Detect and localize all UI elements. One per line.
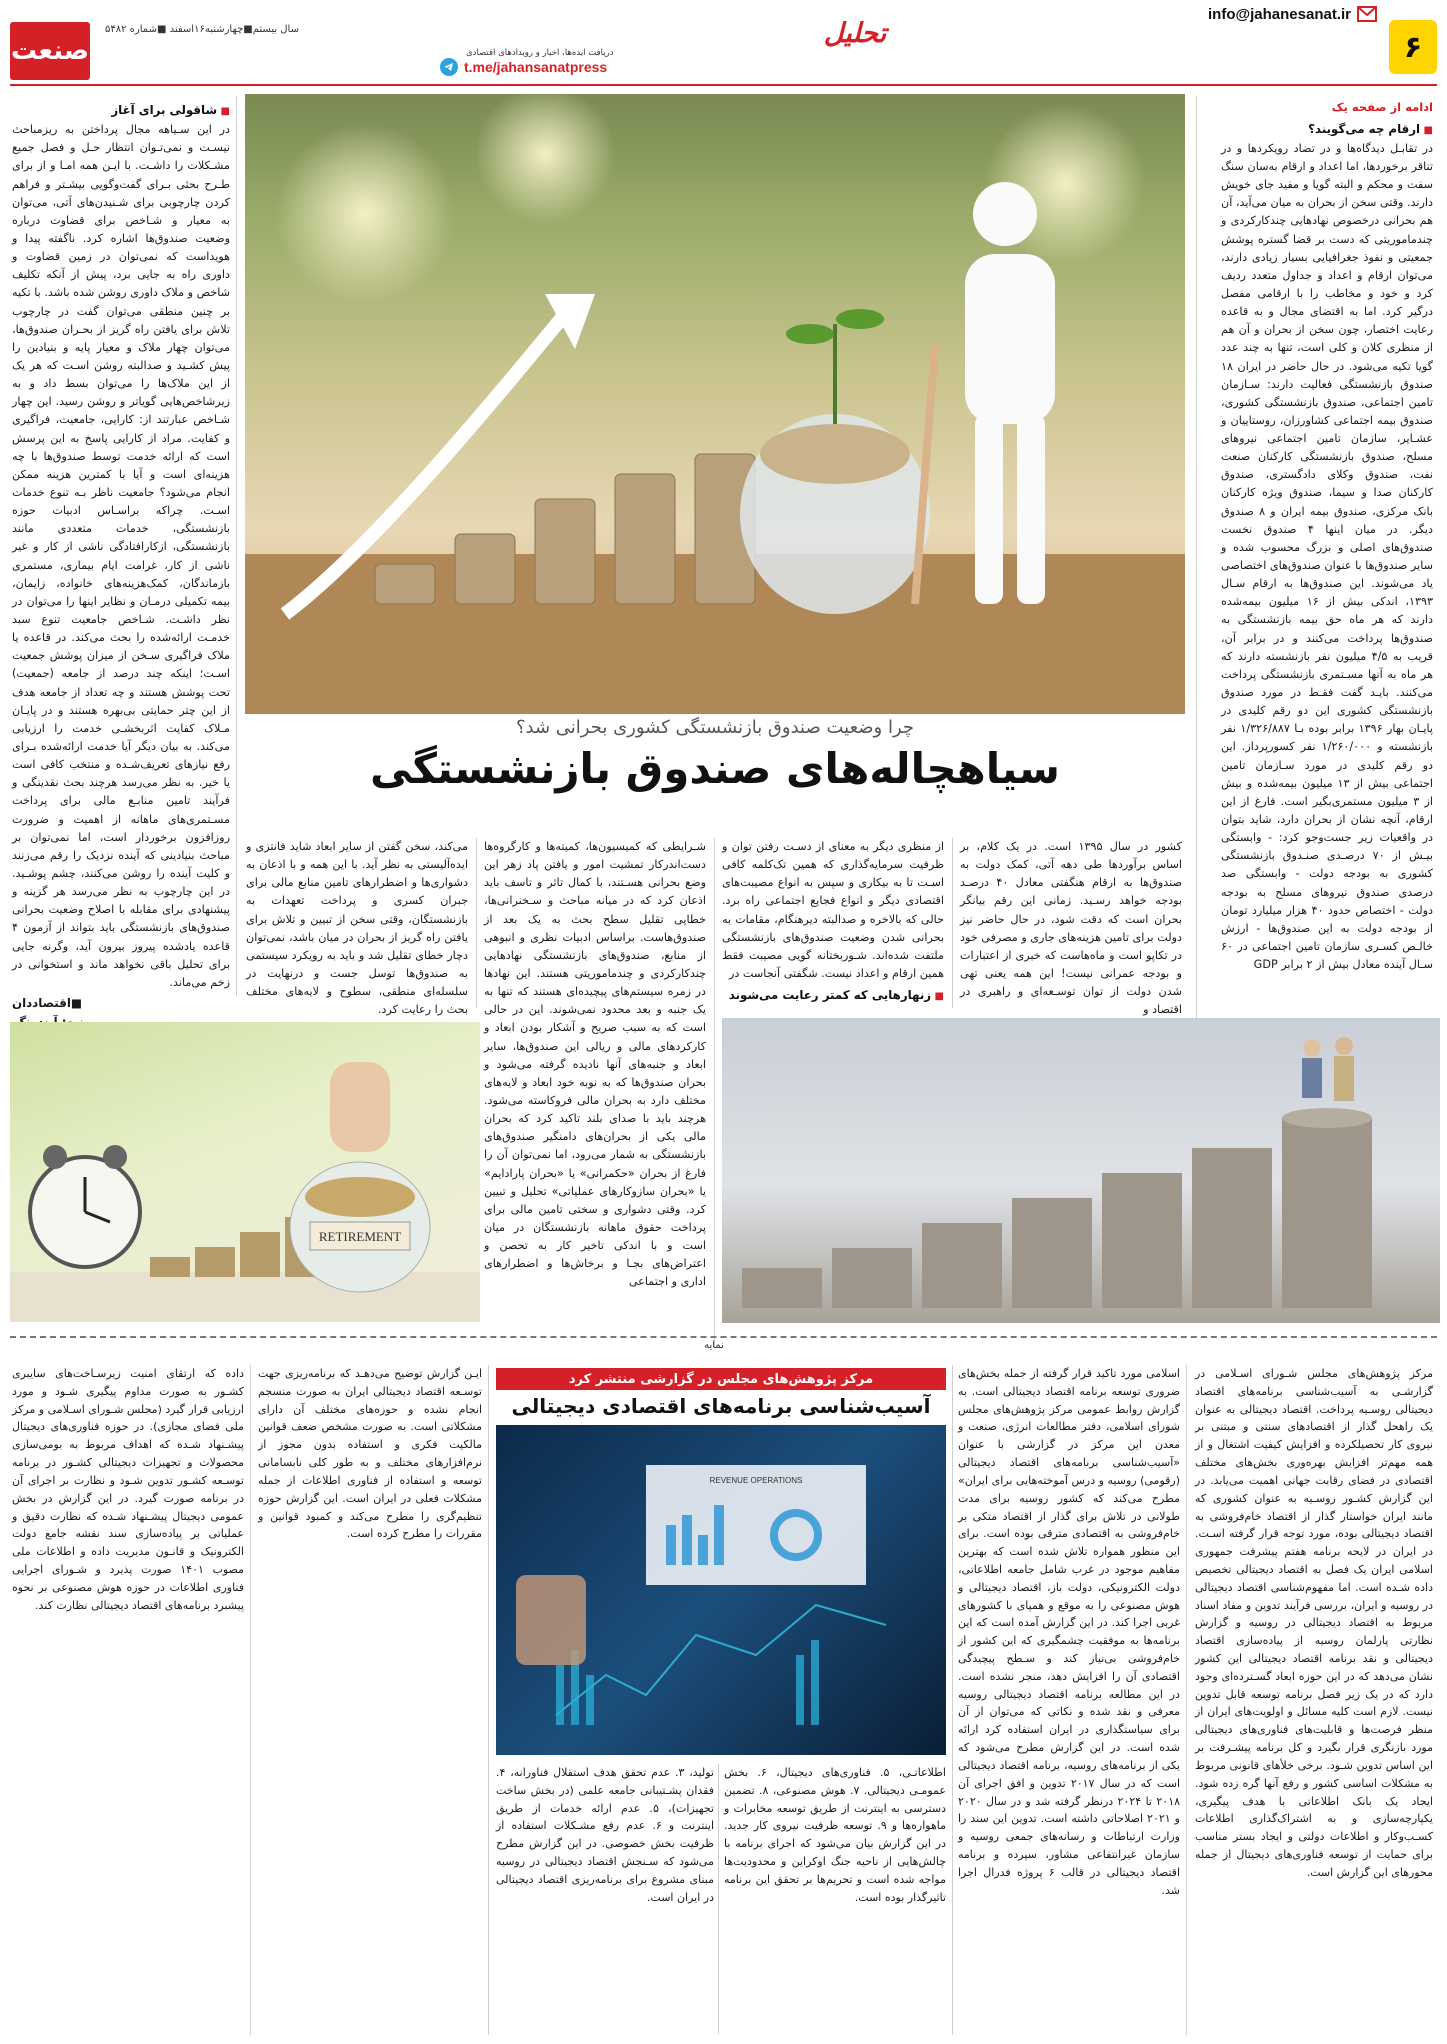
box-kicker: مرکز پژوهش‌های مجلس در گزارشی منتشر کرد — [568, 1371, 874, 1387]
box-col-3 — [724, 1764, 946, 2039]
box-top-rule — [10, 1336, 1437, 1338]
email-address[interactable]: info@jahanesanat.ir — [1208, 5, 1351, 23]
screen-label: REVENUE OPERATIONS — [709, 1476, 803, 1485]
box-body-col6: داده که ارتقای امنیت زیرسـاخت‌های سایبری کشـور به صورت مداوم پیگیری شـود و مورد ارزیابی قرار گیرد (مجلس شـورای اسـلامی و مرکز ملی فضای مجازی). در حوزه فناوری‌های دیجیتال پیشـنهاد شـده که اهداف مربوط به بومی‌سازی محصولات و تجهیزات دیجیتالی کشـور در برنامه توسـعه کشـور تدوین شـود و نظارت بر اجرای آن در برنامه صورت گیرد. در این گزارش در بخش عمومی دیجیتال پیشـنهاد شـده که نظارت دقیق و عملیاتی بر پیاده‌سازی سند نقشه جامع دولت الکترونیک و قانـون مدیریت داده و اطلاعات ملی مصوب ۱۴۰۱ صورت پذیرد و شـورای اجرایی فناوری اطلاعات در حوزه هوش مصنوعی بر نحوه پیشبرد برنامه‌های اقتصاد دیجیتالی نظارت کند. — [12, 1367, 244, 1612]
author-signature: ■اقتصاددان — [12, 995, 83, 1010]
box-body-col4: تولید، ۳. عدم تحقق هدف استقلال فناورانه، ۴. فقدان پشـتیبانی جامعه علمی (در بخش ساخت تجهیزات)، ۵. عدم ارائه خدمات از طریق اینترنت و ۶. عدم رفع مشـکلات استفاده از ظرفیت بخش خصوصی. در این گزارش مطرح می‌شود که سـنجش اقتصاد دیجیتالی در روسیه مبنای مشروع برای برنامه‌ریزی اقتصاد دیجیتالی در ایران است. — [496, 1766, 714, 1904]
email-block[interactable] — [1137, 0, 1377, 28]
telegram-text: دریافت ایده‌ها، اخبار و رویدادهای اقتصادی — [466, 48, 614, 58]
box-body-col1: مرکز پژوهش‌های مجلس شـورای اسـلامی در گزارشـی به آسیب‌شناسی برنامه‌های اقتصاد دیجیتالی روسـیه پرداخت. اقتصاد دیجیتالی به عنوان یک راهحل گذار از اقتصادهای سنتی و مبتنی بر نیروی کار تحصیلکرده و افزایش کیفیت اشتغال و از همه مهم‌تر افزایش بهره‌وری بخش‌های مختلف اقتصادی در فضای رقابت جهانی اهمیت می‌یابد. در این گزارش کشـور روسـیه به عنوان کشوری که مانند ایران خواستار گذار از اقتصاد خام‌فروشی به اقتصاد دیجیتالی بوده، مورد توجه قرار گرفته اسـت. در ایران در لایحه برنامه هفتم پیشرفت جمهوری اسلامی ایران یک فصل به اقتصاد دیجیتالی تخصیص داده شـده است. اما مفهوم‌شناسی اقتصاد دیجیتالی در روسیه و ایران، بررسی فرآیند تدوین و مفاد اسناد مربوط به اقتصاد دیجیتالی در روسیه و گزارش نظارتی پارلمان روسیه از پیاده‌سازی اقتصاد دیجیتالی و نقد برنامه اقتصاد دیجیتالی این کشور نشان می‌دهد که در این حوزه ابعاد گسـترده‌ای وجود دارد که در یک زیر فصل برنامه توسعه قابل تدوین نیست. لازم است کلیه مسائل و اولویت‌های ایران از منظر فرصت‌ها و قابلیت‌های فناوری‌های دیجیتالی مورد بازنگری قرار بگیرد و کل برنامه پیشـرفت بر این اساس تدوین شـود. برخی خلأهای قانونی مربوط به مشکلات اساسی کشور و رفع آنها گره زده شود. ایجاد یک بانک اطلاعاتی با هدف پیگیری، یکپارچه‌سازی و به اشتراک‌گذاری اطلاعات کسـب‌وکار و اطلاعات دولتی و ایجاد بستر مناسب برای حمایت از توسعه فناوری‌های دیجیتال از جمله محورهای این گزارش است. — [1195, 1367, 1433, 1879]
section-title: تحلیل — [823, 18, 887, 49]
box-body-col3: اطلاعاتـی، ۵. فناوری‌های دیجیتال، ۶. بخش عمومـی دیجیتالی. ۷. هوش مصنوعی، ۸. تضمین دسترسی به اینترنت از طریق توسعه مخابرات و ماهواره‌ها و ۹. توسعه ظرفیت نیروی کار جدید. در این گزارش بیان می‌شود که اجرای برنامه با چالش‌هایی از ناحیه جنگ اوکراین و محدودیت‌ها مواجه شده است و تحریم‌ها بر تحقق این برنامه تاثیرگذار بوده است. — [724, 1766, 946, 1904]
article-col-3 — [722, 838, 944, 1008]
column-rule — [1196, 96, 1197, 1026]
telegram-link[interactable]: t.me/jahansanatpress — [464, 59, 608, 75]
hero-illustration — [245, 94, 1185, 714]
box-col-6 — [12, 1365, 244, 2040]
article-body-col5: می‌کند، سخن گفتن از سایر ابعاد شاید فانتزی و ایده‌آلیستی به نظر آید. با این همه و با اذعان به دشواری‌ها و اضطرارهای تامین منابع مالی برای جبران کسری و پرداخت تعهدات به بازنشستگان، وقتی سخن از تبیین و تلاش برای یافتن راه گریز از بحران در میان باشد، نمی‌توان دچار خطای تقلیل شد و باید به رویکرد سیستمی به صندوق‌ها توسل جست و درنهایت در سلسله‌ای منطقی، سطوح و لایه‌های مختلف بحث را رعایت کرد. — [246, 840, 468, 1017]
hero-photo-coins-plant — [245, 94, 1185, 714]
issue-info: سال بیستم■چهارشنبه۱۶اسفند ■شماره ۵۴۸۲ — [105, 24, 299, 35]
article-col-right — [1221, 98, 1433, 1028]
article-body-right: در تقابـل دیدگاه‌ها و در تضاد رویکردها و در تناقر برخوردها، اما اعداد و ارقام به‌سان سنگ سفت و محکم و البته گویا و مفید جای خویش دارند. وقتی سخن از بحران به میان می‌آید، آن هم بحرانی درخصوص نهادهایی چندکارکردی و چندماموریتی که دست بر قضا گستره پوشش جمعیتی و نفوذ جغرافیایی بسیار زیادی دارند، می‌توان ارقام و اعداد و جداول متعدد ردیف کرد و خود و مخاطب را با ارقامی مفصل درگیر کرد. اما به اقتضای مجال و به قاعده رعایت اختصار، چون سخن از بحران و آن هم از منظری کلان و کلی است، تنها به چند عدد گویا تکیه می‌شود. در حال حاضر در ایران ۱۸ صندوق بازنشستگی فعالیت دارند: سـازمان تامین اجتماعی، صندوق بازنشستگی کشوری، صندوق بیمه اجتماعی کشاورزان، روستاییان و عشـایر، سازمان تامین اجتماعی نیروهای مسلح، صندوق بازنشستگی کارکنان صنعت نفت، صندوق وکلای دادگستری، صندوق کارکنان صدا و سیما، صندوق ویژه کارکنان بانک مرکزی، صندوق بیمه ایران و ۸ صندوق دیگر. در میان اینها ۴ صندوق نخست صندوق‌های اصلی و بزرگ محسوب شده و سایر صندوق‌ها با عنوان صندوق‌های اختصاصی یاد می‌شوند. این صندوق‌ها به ارقام سـال ۱۳۹۳، اندکی بیش از ۱۶ میلیون بیمه‌شده دارند که هر ماه حق بیمه بازنشستگی به صندوق‌ها پرداخت می‌کنند و در برابر آن، قریب به ۴/۵ میلیون نفر بازنشسته دارند که هر ماه به آنها مسـتمری بازنشستگی پرداخت می‌کنند. بایـد گفت فقـط در مورد صندوق بازنشستگی کشوری این دو رقم کلیدی در پایـان بهار ۱۳۹۶ برابر بوده بـا ۱/۳۲۶/۸۸۷ نفر بازنشسته و ۱/۲۶۰/۰۰۰ نفر کسورپرداز. این دو رقم کلیدی در مورد سـازمان تامین اجتماعی بیش از ۱۳ میلیون بیمه‌شده و بیش از ۳ میلیون مستمری‌بگیر است. فارغ از این ارقام، آنچه نشان از بحران دارد، شاید بتوان در واقعیات زیر جست‌وجو کرد: - وابستگی بیـش از ۷۰ درصـدی صنـدوق بازنشستگی کشوری به بودجه دولت - وابستگی صد درصدی صندوق نیروهای مسلح به بودجه دولت - اختصاص حدود ۴۰ هزار میلیارد تومان از بودجه دولت به این صندوق‌ها - ارزش خالـص کسـری سازمان تامین اجتماعی در ۶۰ سـال آینده معادل بیش از ۲ برابر GDP — [1221, 141, 1434, 972]
subhead-start: ■ شاقولی برای آغاز — [12, 101, 230, 120]
analytics-illustration — [496, 1425, 946, 1755]
article-kicker: چرا وضعیت صندوق بازنشستگی کشوری بحرانی شد؟ — [515, 717, 915, 738]
column-rule — [714, 838, 715, 1348]
article-body-far-left: در این سـیاهه مجال پرداختن به ریزمباحث نیسـت و نمی‌تـوان انتظار حـل و فصل جمیع مشـکلات را داشـت. با ایـن همه امـا و از برای طـرح بحثی بـرای گفت‌وگویی بیشـتر و فراهم کردن چارچوبی برای شـنیدن‌های آتی، می‌توان به معیار و شـاخص برای قضاوت درباره وضعیت صندوق‌ها اشاره کرد. ناگفته پیدا و هویداست که نمی‌توان در زمین قضاوت و داوری راه به جایی برد، پیش از آنکه تکلیف شاخص و ملاک داوری روشن شده باشد. با تکیه بر چنین منطقی می‌توان گفت در چارچوب تلاش برای یافتن راه گریز از بحـران صندوق‌ها، می‌توان چهار ملاک و معیار پایه و بنیادین را پیش کشـید و صدالبته روشن اسـت که هر یک از این ملاک‌ها را می‌توان بسط داد و به زیرشاخص‌هایی گویاتر و روشن رسید. این چهار شـاخص عبارتند از: کارایی، جامعیت، فراگیری و کفایت. مراد از کارایی پاسخ به این پرسش است که ارائه خدمت توسط صندوق‌ها با چه هزینه‌ای است و آیا با کمترین هزینه ممکن انجام می‌شود؟ جامعیت ناظر بـه تنوع خدمات اسـت. چراکه براسـاس ادبیات حوزه بازنشستگی، خدمات متعددی مانند بازنشستگی، ازکارافتادگی ناشی از کار و غیر ناشی از کار، غرامت ایام بیماری، مستمری بازماندگان، کمک‌هزینه‌های خانواده، زایمان، بیمه تکمیلی درمـان و نظایر اینها را می‌توان در نظر داشـت. شـاخص جامعیت تنوع سبد خدمـت ارائه‌شده را بحث می‌کند. در قاعده یا ملاک فراگیری سـخن از میزان پوشش جمعیت اسـت؛ اینکه چند درصد از جامعه (جمعیت) تحت پوشش هستند و چه تعداد از جامعه هدف از این چتر حمایتی بی‌بهره هستند و در پایـان مـلاک کفایت اثربخشـی خدمت را ارزیابی می‌کند. به بیان دیگر آیا خدمت ارائه‌شده بـرای رفع نیازهای تعریف‌شـده و منتخب کافی است یا خیر. به نظر می‌رسد هرچند بحث نقدینگی و فرآیند تامین منابـع مالی برای پرداخت مسـتمری‌های ماهانه از اهمیت و ضرورت روزافزون برخوردار است، اما نمی‌توان بر مباحث بنیادینی که آینده نزدیک را رقم می‌زنند و کلیت آینده را روشن می‌کنند، چشم پوشـید. در این چارچوب به نظر می‌رسد هر گزینه و پیشنهادی برای مقابله با اصلاح وضعیت بحرانی صندوق‌های بازنشستگی باید بتواند از آزمون ۴ قاعده یادشده پیروز بیرون آید، وگرنه جایی برای تحلیل باقی نخواهد ماند و استخوانی در زخم می‌ماند. — [12, 123, 230, 989]
elderly-couple-coins-photo — [722, 1018, 1440, 1323]
page-number: ۶ — [1389, 20, 1437, 74]
column-rule — [1186, 1365, 1187, 2035]
email-icon — [1357, 6, 1377, 22]
retirement-illustration — [10, 1022, 480, 1322]
subhead-warnings: ■ زنهارهایی که کمتر رعایت می‌شوند — [722, 986, 944, 1005]
column-rule — [718, 1764, 719, 2034]
box-col-4 — [496, 1764, 714, 2039]
coins-illustration — [722, 1018, 1440, 1323]
box-label: نمایه — [704, 1340, 724, 1351]
jar-label: RETIREMENT — [318, 1229, 402, 1244]
telegram-block[interactable] — [440, 48, 670, 82]
column-rule — [476, 838, 477, 1008]
header-rule — [10, 84, 1437, 86]
article-col-5 — [246, 838, 468, 1017]
article-col-far-left — [12, 98, 230, 1010]
column-rule — [250, 1365, 251, 2035]
newspaper-logo[interactable] — [10, 22, 90, 80]
logo-text: صنعت — [11, 36, 89, 66]
box-col-5 — [258, 1365, 482, 2040]
article-col-2 — [960, 838, 1182, 1017]
article-body-col4: شـرایطی که کمیسیون‌ها، کمیته‌ها و کارگروه‌ها دست‌اندرکار تمشیت امور و یافتن پاد زهر این وضع بحرانی هسـتند، با کمال تاثر و تاسف باید اذعان کرد که در میانه مباحث و سـخنرانی‌ها، خطایی تقلیل سطح بحث به یک بعد از صندوق‌هاست. براساس ادبیات نظری و انبوهی از منابع، صندوق‌های بازنشستگی نهادهایی چندکارکردی و چندماموریتی هستند. این نهادها در زمره سیستم‌های پیچیده‌ای هستند که تنها به یک جنبه و بعد محدود نمی‌شوند. این در حالی است که به سبب صریح و آشکار بودن ابعاد و کارکردهای مالی و ریالی این صندوق‌ها، سایر ابعاد و جنبه‌های آنها نادیده گرفته می‌شود و بحران صندوق‌ها که به نوبه خود ابعاد و لایه‌های مختلف دارد به بحران مالی فروکاسته می‌شود. هرچند باید با صدای بلند تاکید کرد که بحران مالی یکی از بحران‌های دامنگیر صندوق‌های بازنشستگی به شمار می‌رود، اما نمی‌توان آن را فارغ از بحران «حکمرانی» یا «بحران پارادایم» یا «بحران سازوکارهای عملیاتی» تحلیل و تبیین کرد. وقتی دشواری و سختی تامین مالی برای پرداخت حقوق ماهانه بازنشستگان در میان است و با اندکی تاخیر کار به تحصن و اعتراض‌های بجـا و برخاش‌ها و اضطرارهای اداری و اجتماعی — [484, 840, 706, 1289]
article-body-col2: کشور در سال ۱۳۹۵ است. در یک کلام، بر اساس برآوردها طی دهه آتی، کمک دولت به صندوق‌ها به ارقام هنگفتی معادل ۴۰ درصـد بودجه خواهد رسـید. زمانی این رقم بیانگر بحران است که دقت شود، در حال حاضر نیز دولت برای تامین هزینه‌های جاری و مصرفی خود در تکاپو است و ماه‌هاست که خبری از اعتبارات و بودجه عمرانی نیست! این همه یعنی تهی شدن دولت از توان توسـعه‌ای و راهبری در اقتصاد و — [960, 840, 1182, 1017]
column-rule — [236, 96, 237, 996]
retirement-jar-photo — [10, 1022, 480, 1322]
column-rule — [952, 838, 953, 1008]
column-rule — [488, 1365, 489, 2035]
box-headline: آسیب‌شناسی برنامه‌های اقتصادی دیجیتالی — [511, 1394, 931, 1418]
article-col-4 — [484, 838, 706, 1348]
article-headline: سیاهچاله‌های صندوق بازنشستگی — [370, 744, 1060, 793]
subhead-figures: ■ ارقام چه می‌گویند؟ — [1221, 120, 1433, 139]
box-body-col2: اسلامی مورد تاکید قرار گرفته از جمله بخش‌های ضروری توسعه برنامه اقتصاد دیجیتالی است. به گزارش روابط عمومی مرکز پژوهش‌های مجلس شورای اسلامی، دفتر مطالعات انرژی، صنعت و معدن این مرکز در گزارشی با عنوان «آسیب‌شناسی برنامه‌های اقتصاد دیجیتالی (رقومی) روسیه و درس آموخته‌هایی برای ایران» مطرح می‌کند که کشور روسیه برای مدت طولانی در تلاش برای گذار از اقتصاد متکی بر خام‌فروشی به اقتصادی مترقی بوده است. برای این منظور همواره تلاش شده است که بهترین مفاهیم موجود در غرب شامل جامعه اطلاعاتی، دولت الکترونیکی، دولت باز، اقتصاد دیجیتالی و هوش مصنوعی را به موقع و همپای با کشورهای غربی اجرا کند. در این گزارش آمده است که این برنامه‌ها به موفقیت چشمگیری که این کشور از خام‌فروشی بی‌نیاز کند و سـطح پیچیدگی اقتصادی آن را افزایش دهد، منجر نشده است. در این مطالعه برنامه اقتصاد دیجیتالی روسیه معرفی و نقد شده و نکاتی که می‌توان از آن برای سیاستگذاری در ایران استفاده کرد ارائه شده است. در این گزارش مطرح می‌شود که یکی از برنامه‌های روسیه، برنامه اقتصاد دیجیتالی است که در سال ۲۰۱۷ تدوین و افق اجرای آن ۲۰۱۸ تا ۲۰۲۴ درنظر گرفته شد و در سال ۲۰۲۰ و ۲۰۲۱ اصلاحاتی داشته است. تدوین این سند را وزارت ارتباطات و رسانه‌های جمعی روسیه و سازمان غیرانتفاعی مشاور، سپرده و برنامه اقتصاد دیجیتالی در قالب ۶ پروژه فدرال اجرا شد. — [958, 1367, 1181, 1897]
column-rule — [952, 1365, 953, 2035]
telegram-icon — [440, 58, 458, 76]
continued-label: ادامه از صفحه یک — [1331, 100, 1433, 114]
box-photo-digital-analytics — [496, 1425, 946, 1755]
box-col-2 — [958, 1365, 1180, 2040]
box-col-1 — [1195, 1365, 1433, 2040]
article-body-col3: از منظری دیگر به معنای از دسـت رفتن توان و ظرفیت سرمایه‌گذاری که همین تک‌کلمه کافی اسـت تا به بیکاری و سپس به انواع مصیبت‌های اقتصادی دیگر و انواع فجایع اجتماعی راه برد. حالی که بالاخره و صدالبته دیرهنگام، مقامات به بحرانی شدن وضعیت صندوق‌های بازنشستگی ملتفت شده‌اند. شـوربختانه گویی مصیبت فقط همین ارقام و اعداد نیست. شگفتی آنجاست در — [722, 840, 944, 980]
box-body-col5: ایـن گزارش توضیح می‌دهـد که برنامه‌ریزی جهت توسـعه اقتصاد دیجیتالی ایران به صورت منسجم انجام نشده و حوزه‌های مختلف آن دارای مشکلاتی است. به صورت مشخص ضعف قوانین مالکیت فکری و استفاده بدون مجوز از نرم‌افزارهای مختلف و به طور کلی نابسامانی توسعه و استفاده از فناوری اطلاعات از جمله مشکلات فعلی در ایران است. این گزارش حوزه تنظیم‌گری را مطرح می‌کند و کمبود قوانین و مقررات را مطرح کرده است. — [258, 1367, 482, 1541]
box-kicker-bar — [496, 1368, 946, 1390]
